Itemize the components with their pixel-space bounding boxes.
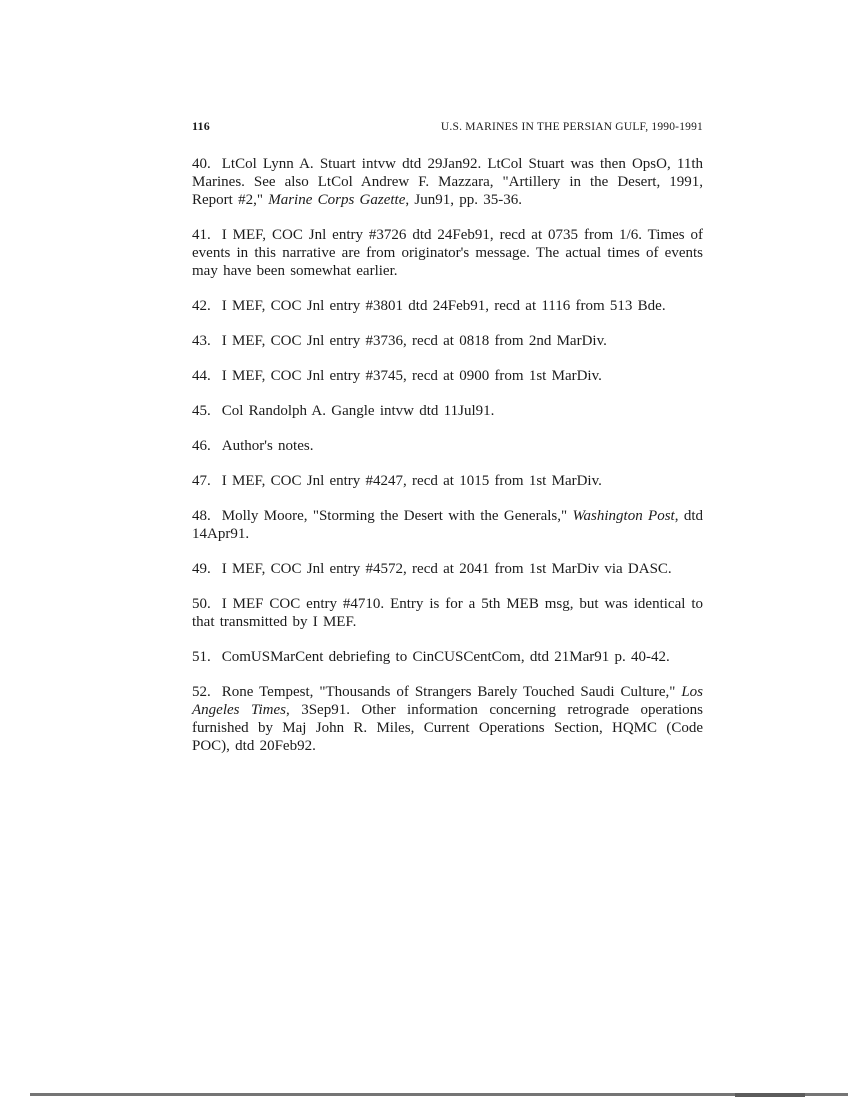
text-column: [192, 119, 703, 772]
footnote: [192, 683, 703, 755]
footnote-number: 42.: [192, 298, 211, 314]
footnote-text: [222, 333, 607, 349]
footnote: [192, 402, 703, 420]
footnote-text: [222, 298, 666, 314]
footnote-number: 40.: [192, 156, 211, 172]
note-text-segment: , 3Sep91. Other information concerning retrograde operations furnished by Maj John R. Miles, Current Operations Section, HQMC (Code POC), dtd 20Feb92.: [192, 702, 703, 754]
footnote-number: 45.: [192, 403, 211, 419]
footnote-text: [222, 438, 314, 454]
footnote: [192, 595, 703, 631]
footnote: [192, 507, 703, 543]
footnote-text: [222, 473, 602, 489]
note-text-segment: Molly Moore, "Storming the Desert with the Generals,": [221, 508, 573, 524]
note-text-segment: , dtd 14Apr91.: [192, 508, 703, 542]
footnote-text: [192, 156, 703, 208]
note-text-segment: LtCol Lynn A. Stuart intvw dtd 29Jan92. LtCol Stuart was then OpsO, 11th Marines. See also LtCol Andrew F. Mazzara, "Artillery in the Desert, 1991, Report #2,": [192, 156, 703, 208]
footnote-number: 46.: [192, 438, 211, 454]
note-text-segment: I MEF, COC Jnl entry #4572, recd at 2041 from 1st MarDiv via DASC.: [221, 561, 672, 577]
footnote-number: 51.: [192, 649, 211, 665]
note-text-segment: I MEF, COC Jnl entry #3745, recd at 0900 from 1st MarDiv.: [221, 368, 602, 384]
footnote-text: [192, 508, 703, 542]
footnote-number: 44.: [192, 368, 211, 384]
footnote-text: [192, 227, 703, 279]
footnote: [192, 560, 703, 578]
work-title-italic: Marine Corps Gazette: [268, 192, 406, 208]
footnote-number: 43.: [192, 333, 211, 349]
scan-artifact-line: [30, 1093, 848, 1096]
note-text-segment: Col Randolph A. Gangle intvw dtd 11Jul91.: [221, 403, 495, 419]
footnote: [192, 226, 703, 280]
note-text-segment: I MEF, COC Jnl entry #4247, recd at 1015 from 1st MarDiv.: [221, 473, 602, 489]
footnote: [192, 472, 703, 490]
footnote-number: 50.: [192, 596, 211, 612]
note-text-segment: I MEF, COC Jnl entry #3801 dtd 24Feb91, recd at 1116 from 513 Bde.: [221, 298, 666, 314]
note-text-segment: , Jun91, pp. 35-36.: [405, 192, 522, 208]
footnote-text: [222, 368, 602, 384]
note-text-segment: I MEF, COC Jnl entry #3726 dtd 24Feb91, recd at 0735 from 1/6. Times of events in this narrative are from originator's message. The actual times of events may have been somewhat earlier.: [192, 227, 703, 279]
footnote-text: [192, 596, 703, 630]
footnote: [192, 648, 703, 666]
footnote: [192, 155, 703, 209]
note-text-segment: I MEF, COC Jnl entry #3736, recd at 0818 from 2nd MarDiv.: [221, 333, 607, 349]
running-header: [192, 119, 703, 134]
note-text-segment: I MEF COC entry #4710. Entry is for a 5th MEB msg, but was identical to that transmitted by I MEF.: [192, 596, 703, 630]
note-text-segment: Rone Tempest, "Thousands of Strangers Barely Touched Saudi Culture,": [221, 684, 682, 700]
footnote-number: 49.: [192, 561, 211, 577]
note-text-segment: ComUSMarCent debriefing to CinCUSCentCom, dtd 21Mar91 p. 40-42.: [221, 649, 670, 665]
footnote: [192, 437, 703, 455]
page-number: 116: [192, 119, 210, 133]
footnote: [192, 367, 703, 385]
note-text-segment: Author's notes.: [221, 438, 314, 454]
work-title-italic: Washington Post: [572, 508, 675, 524]
footnote-text: [222, 561, 672, 577]
footnote-number: 47.: [192, 473, 211, 489]
work-title-italic: Los Angeles Times: [192, 684, 703, 718]
footnote: [192, 297, 703, 315]
footnote-text: [192, 684, 703, 754]
footnote-text: [222, 403, 495, 419]
footnote-number: 52.: [192, 684, 211, 700]
footnote-number: 41.: [192, 227, 211, 243]
running-title: U.S. MARINES IN THE PERSIAN GULF, 1990-1991: [440, 121, 703, 133]
notes-list: [192, 155, 703, 755]
footnote: [192, 332, 703, 350]
footnote-number: 48.: [192, 508, 211, 524]
footnote-text: [222, 649, 670, 665]
